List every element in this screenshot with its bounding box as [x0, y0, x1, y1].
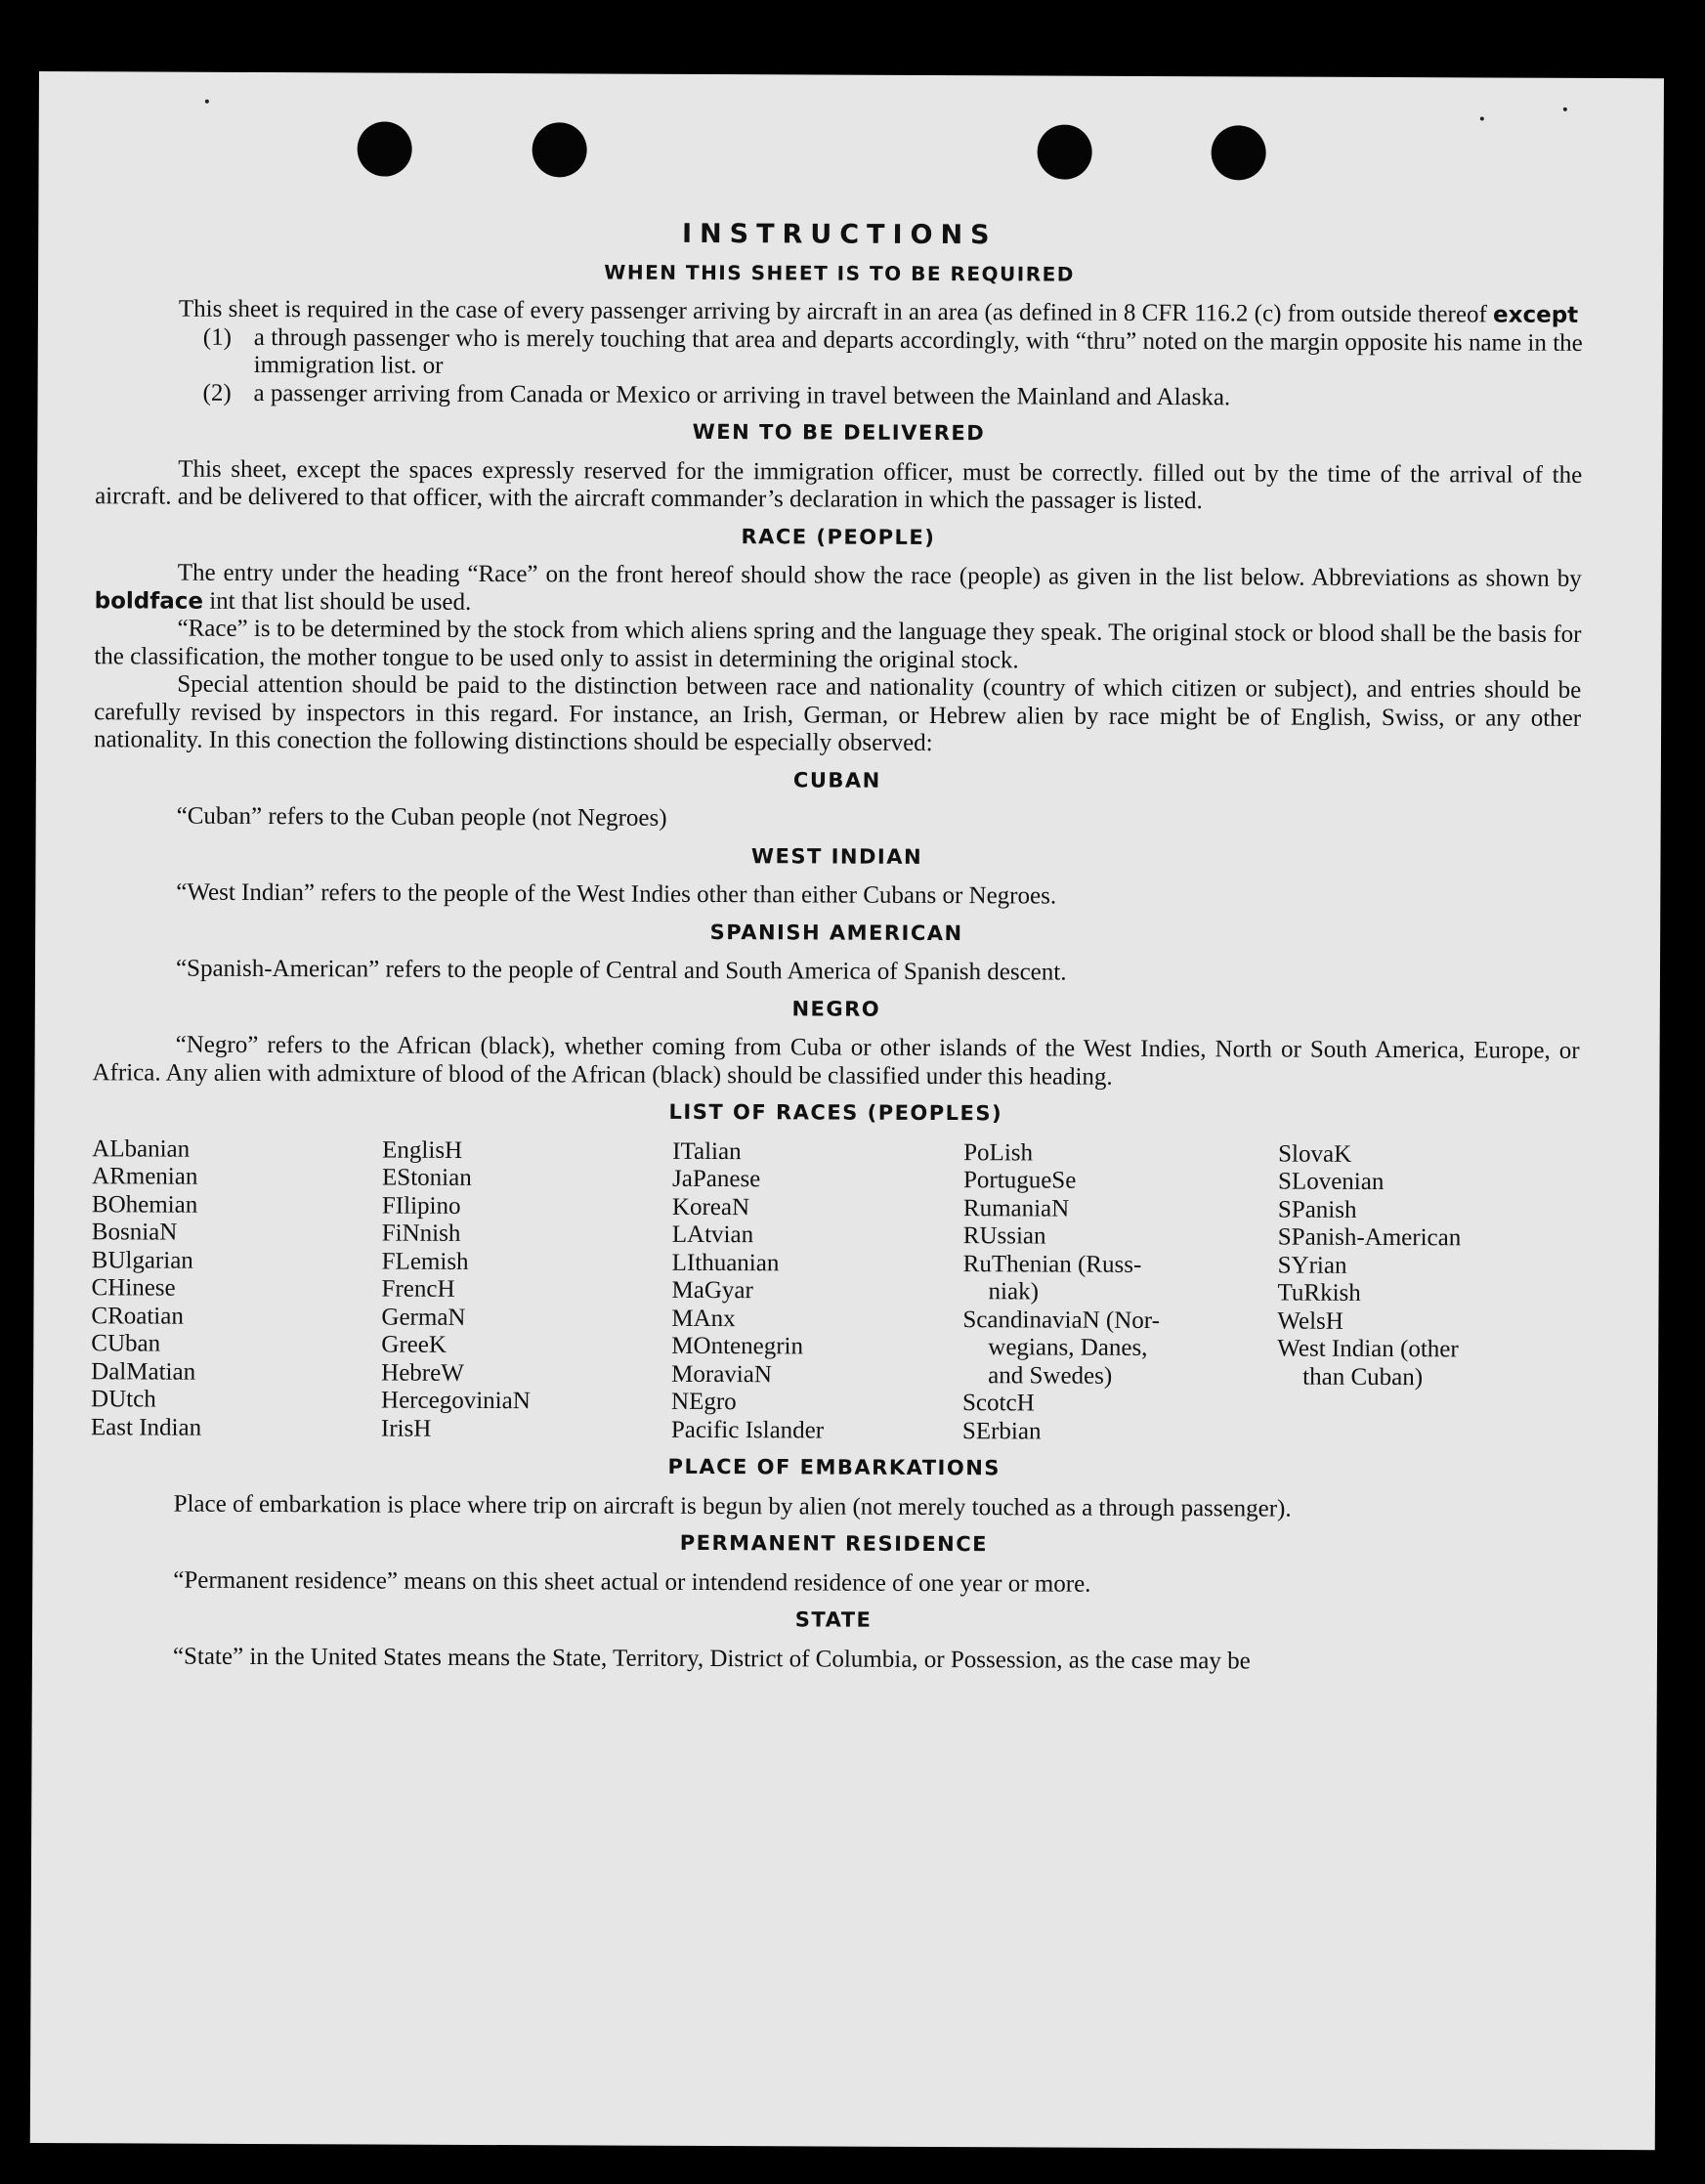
race-entry: SlovaK — [1278, 1140, 1352, 1168]
section-heading: WEST INDIAN — [750, 843, 923, 869]
paragraph: Place of embarkation is place where trip on aircraft is begun by alien (not merely touched as a through passenger). — [173, 1490, 1292, 1522]
races-column — [91, 1135, 382, 1443]
race-entry-continued: and Swedes) — [988, 1361, 1113, 1390]
race-entry: PortugueSe — [962, 1167, 1077, 1194]
races-column — [381, 1136, 672, 1444]
document-sheet — [30, 71, 1664, 2150]
race-entry: LIthuanian — [671, 1249, 780, 1276]
race-entry: ITalian — [672, 1137, 742, 1165]
race-entry: IrisH — [380, 1415, 432, 1442]
races-column — [671, 1137, 963, 1445]
race-entry: RumaniaN — [962, 1194, 1070, 1222]
race-entry: BosniaN — [91, 1219, 178, 1246]
paragraph: “Negro” refers to the African (black), whether coming from Cuba or other islands of the West Indies, North or South America, Europe, or Africa. Any alien with admixture of blood of the African (black) should be classified under this heading. — [92, 1031, 1580, 1091]
list-item: (1) a through passenger who is merely touching that area and departs accordingly, with “thru” noted on the margin opposite his name in the immigration list. or — [202, 323, 1583, 379]
speck — [1563, 107, 1567, 111]
section-heading: SPANISH AMERICAN — [709, 920, 963, 945]
punch-hole — [533, 122, 587, 177]
race-entry: RUssian — [962, 1222, 1046, 1250]
race-entry: MOntenegrin — [671, 1332, 804, 1360]
race-entry: CHinese — [91, 1274, 176, 1302]
race-entry: ARmenian — [92, 1163, 198, 1190]
punch-hole — [1038, 124, 1092, 179]
race-entry: FiNnish — [381, 1220, 461, 1247]
section-heading: WHEN THIS SHEET IS TO BE REQUIRED — [604, 260, 1075, 286]
race-entry-continued: niak) — [988, 1278, 1039, 1306]
race-entry: ALbanian — [92, 1135, 191, 1163]
section-heading: PLACE OF EMBARKATIONS — [667, 1454, 1001, 1480]
race-entry: CRoatian — [91, 1302, 184, 1330]
speck — [1480, 116, 1484, 120]
paragraph: “Spanish-American” refers to the people of Central and South America of Spanish descent. — [175, 955, 1067, 986]
section-heading: STATE — [794, 1607, 873, 1632]
race-entry: BOhemian — [91, 1190, 198, 1219]
paragraph: “West Indian” refers to the people of the West Indies other than either Cubans or Negroes. — [176, 878, 1057, 910]
races-list — [91, 1135, 1579, 1448]
race-entry: ScotcH — [962, 1390, 1035, 1417]
section-heading: LIST OF RACES (PEOPLES) — [668, 1099, 1003, 1126]
race-entry: TuRkish — [1277, 1279, 1361, 1306]
race-entry: Pacific Islander — [670, 1416, 825, 1444]
main-heading: INSTRUCTIONS — [681, 218, 998, 251]
race-entry: SLovenian — [1277, 1168, 1385, 1196]
race-entry: RuThenian (Russ- — [962, 1250, 1142, 1278]
race-entry: NEgro — [671, 1388, 737, 1416]
section-heading: WEN TO BE DELIVERED — [692, 419, 986, 446]
races-column — [962, 1139, 1278, 1447]
race-entry: East Indian — [90, 1413, 202, 1441]
race-entry: CUban — [91, 1330, 161, 1357]
race-entry: MoraviaN — [671, 1360, 772, 1388]
race-entry: DalMatian — [91, 1357, 196, 1386]
paragraph: “Race” is to be determined by the stock from which aliens spring and the language they speak. The original stock or blood shall be the basis for the classification, the mother tongue to be used only to assist in determining the original stock. — [94, 615, 1582, 673]
race-entry: MaGyar — [671, 1276, 753, 1305]
paragraph: This sheet, except the spaces expressly reserved for the immigration officer, must be correctly. filled out by the time of the arrival of the aircraft. and be delivered to that officer, with the aircraft commander’s declaration in which the passager is listed. — [95, 455, 1583, 515]
paragraph: The entry under the heading “Race” on the front hereof should show the race (people) as given in the list below. Abbreviations as shown by boldface int that list should be used. — [94, 559, 1582, 616]
race-entry: BUlgarian — [91, 1246, 193, 1274]
race-entry: GermaN — [381, 1304, 466, 1331]
speck — [205, 100, 209, 104]
race-entry: West Indian (other — [1277, 1335, 1459, 1363]
race-entry: GreeK — [381, 1331, 448, 1358]
race-entry: JaPanese — [672, 1165, 761, 1193]
race-entry: SPanish-American — [1277, 1223, 1462, 1252]
section-heading: PERMANENT RESIDENCE — [679, 1530, 989, 1557]
race-entry: ScandinaviaN (Nor- — [962, 1306, 1161, 1334]
race-entry: DUtch — [91, 1386, 156, 1413]
race-entry: EStonian — [382, 1164, 472, 1191]
race-entry: PoLish — [963, 1138, 1034, 1166]
section-heading: NEGRO — [791, 996, 881, 1021]
paragraph: “Cuban” refers to the Cuban people (not Negroes) — [176, 802, 667, 832]
race-entry: SErbian — [961, 1417, 1042, 1444]
race-entry: HebreW — [381, 1359, 464, 1387]
race-entry: FIlipino — [381, 1192, 461, 1220]
paragraph: Special attention should be paid to the distinction between race and nationality (country of which citizen or subject), and entries should be carefully revised by inspectors in this regard. For instance, an Irish, German, or Hebrew alien by race might be of English, Swiss, or any other nationality. In this conection the following distinctions should be especially observed: — [93, 670, 1582, 756]
race-entry: WelsH — [1277, 1307, 1343, 1335]
instructions-content — [90, 218, 1583, 1677]
race-entry-continued: than Cuban) — [1302, 1363, 1424, 1391]
race-entry: FrencH — [381, 1275, 455, 1303]
list-item: (2) a passenger arriving from Canada or Mexico or arriving in travel between the Mainland and Alaska. — [202, 379, 1231, 410]
race-entry: HercegoviniaN — [381, 1387, 531, 1415]
race-entry: SYrian — [1277, 1252, 1347, 1279]
race-entry-continued: wegians, Danes, — [988, 1334, 1148, 1361]
paragraph: “Permanent residence” means on this sheet actual or intendend residence of one year or more. — [173, 1566, 1091, 1598]
paragraph: This sheet is required in the case of every passenger arriving by aircraft in an area (as defined in 8 CFR 116.2 (c) from outside thereof except — [178, 295, 1579, 328]
race-entry: KoreaN — [671, 1193, 750, 1220]
race-entry: SPanish — [1277, 1196, 1357, 1223]
punch-hole — [1212, 125, 1266, 180]
punch-hole — [358, 121, 412, 176]
paragraph: “State” in the United States means the State, Territory, District of Columbia, or Possession, as the case may be — [172, 1643, 1251, 1674]
race-entry: MAnx — [671, 1305, 736, 1332]
race-entry: LAtvian — [671, 1220, 754, 1249]
section-heading: CUBAN — [792, 767, 881, 792]
race-entry: FLemish — [381, 1248, 469, 1275]
race-entry: EnglisH — [382, 1136, 463, 1164]
races-column — [1277, 1140, 1571, 1448]
section-heading: RACE (PEOPLE) — [741, 524, 936, 549]
